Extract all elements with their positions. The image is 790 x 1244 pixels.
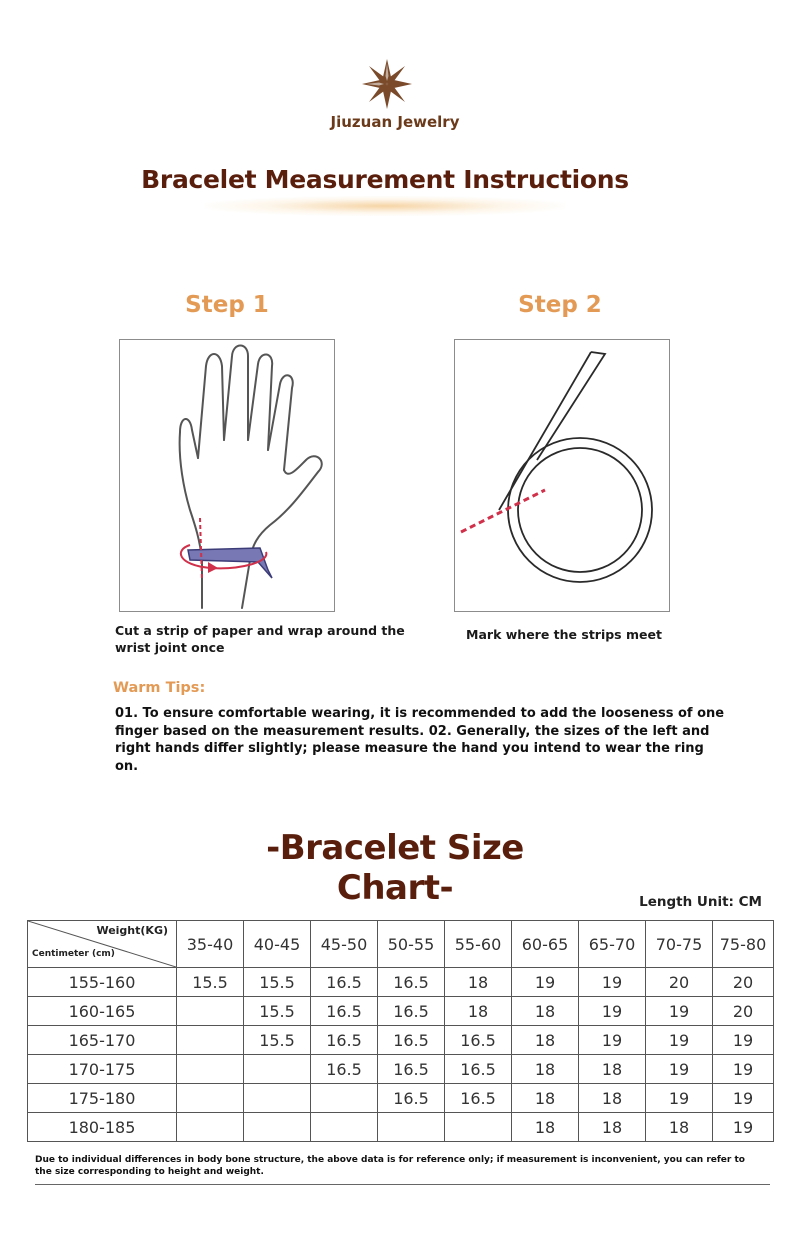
size-value-cell [445, 1113, 512, 1142]
height-range-cell: 180-185 [28, 1113, 177, 1142]
warm-tips-text: 01. To ensure comfortable wearing, it is recommended to add the looseness of one finger based on the measurement results. 02. Generally, the sizes of the left and right hands differ slightly; please measure the hand you intend to wear the ring on. [115, 706, 725, 774]
weight-column-header: 60-65 [512, 921, 579, 968]
weight-column-header: 70-75 [646, 921, 713, 968]
size-value-cell: 18 [445, 968, 512, 997]
step-2-title: Step 2 [518, 292, 602, 318]
size-value-cell: 18 [512, 1113, 579, 1142]
height-range-cell: 170-175 [28, 1055, 177, 1084]
table-body [28, 968, 774, 1142]
size-value-cell: 16.5 [311, 968, 378, 997]
size-value-cell [177, 1084, 244, 1113]
size-value-cell [244, 1055, 311, 1084]
instructions-title: Bracelet Measurement Instructions [141, 165, 629, 194]
size-value-cell: 18 [512, 1026, 579, 1055]
size-value-cell: 18 [579, 1084, 646, 1113]
size-value-cell: 19 [646, 997, 713, 1026]
size-value-cell: 19 [713, 1055, 774, 1084]
size-value-cell: 18 [646, 1113, 713, 1142]
weight-column-header: 40-45 [244, 921, 311, 968]
weight-column-header: 55-60 [445, 921, 512, 968]
size-value-cell: 20 [646, 968, 713, 997]
height-axis-label: Centimeter (cm) [32, 949, 115, 959]
hand-with-paper-strip-icon [120, 340, 334, 611]
table-row [28, 1084, 774, 1113]
step-1-caption: Cut a strip of paper and wrap around the wrist joint once [115, 623, 405, 655]
step-1-title: Step 1 [185, 292, 269, 318]
size-value-cell: 18 [579, 1055, 646, 1084]
size-value-cell: 19 [579, 997, 646, 1026]
size-value-cell: 16.5 [378, 1055, 445, 1084]
title-glow-decoration [205, 196, 565, 216]
size-value-cell: 18 [579, 1113, 646, 1142]
size-value-cell: 19 [713, 1026, 774, 1055]
height-range-cell: 175-180 [28, 1084, 177, 1113]
size-value-cell [311, 1084, 378, 1113]
size-value-cell: 16.5 [311, 1026, 378, 1055]
footnote: Due to individual differences in body bone structure, the above data is for reference only; if measurement is inconvenient, you can refer to the size corresponding to height and weight. [35, 1155, 745, 1177]
table-row [28, 1113, 774, 1142]
weight-axis-label: Weight(KG) [96, 924, 168, 937]
size-value-cell: 19 [646, 1055, 713, 1084]
size-value-cell: 19 [713, 1084, 774, 1113]
table-row [28, 997, 774, 1026]
size-chart-table [27, 920, 774, 1142]
size-value-cell: 16.5 [378, 997, 445, 1026]
size-value-cell: 20 [713, 997, 774, 1026]
size-value-cell: 18 [512, 1055, 579, 1084]
size-value-cell: 19 [713, 1113, 774, 1142]
size-value-cell: 16.5 [378, 1026, 445, 1055]
corner-header-cell [28, 921, 177, 968]
size-value-cell: 19 [579, 1026, 646, 1055]
diamond-star-logo-icon [360, 57, 414, 111]
warm-tips-title: Warm Tips: [113, 680, 206, 696]
height-range-cell: 155-160 [28, 968, 177, 997]
size-value-cell [378, 1113, 445, 1142]
size-chart-title: -Bracelet Size Chart- [266, 828, 524, 908]
weight-column-header: 65-70 [579, 921, 646, 968]
size-value-cell: 16.5 [378, 1084, 445, 1113]
table-row [28, 1055, 774, 1084]
size-value-cell: 16.5 [445, 1055, 512, 1084]
bottom-divider [35, 1184, 770, 1185]
size-value-cell: 16.5 [378, 968, 445, 997]
size-value-cell [244, 1084, 311, 1113]
size-value-cell [177, 1113, 244, 1142]
size-value-cell: 19 [646, 1084, 713, 1113]
step-2-panel [454, 339, 670, 612]
size-value-cell: 16.5 [311, 1055, 378, 1084]
size-value-cell [177, 1026, 244, 1055]
weight-column-header: 45-50 [311, 921, 378, 968]
size-value-cell: 18 [512, 1084, 579, 1113]
size-value-cell: 20 [713, 968, 774, 997]
paper-loop-marked-icon [455, 340, 669, 611]
table-row [28, 1026, 774, 1055]
size-value-cell: 15.5 [244, 968, 311, 997]
size-value-cell [244, 1113, 311, 1142]
size-value-cell [311, 1113, 378, 1142]
step-2-caption: Mark where the strips meet [466, 627, 662, 642]
weight-column-header: 75-80 [713, 921, 774, 968]
size-value-cell: 19 [512, 968, 579, 997]
size-value-cell: 15.5 [244, 1026, 311, 1055]
weight-column-header: 50-55 [378, 921, 445, 968]
step-1-panel [119, 339, 335, 612]
size-value-cell: 16.5 [311, 997, 378, 1026]
height-range-cell: 160-165 [28, 997, 177, 1026]
size-value-cell [177, 997, 244, 1026]
size-value-cell: 16.5 [445, 1026, 512, 1055]
size-value-cell: 19 [579, 968, 646, 997]
height-range-cell: 165-170 [28, 1026, 177, 1055]
length-unit-label: Length Unit: CM [639, 894, 762, 910]
size-value-cell: 16.5 [445, 1084, 512, 1113]
table-row [28, 968, 774, 997]
size-value-cell: 18 [512, 997, 579, 1026]
size-value-cell [177, 1055, 244, 1084]
weight-column-header: 35-40 [177, 921, 244, 968]
size-value-cell: 19 [646, 1026, 713, 1055]
size-value-cell: 18 [445, 997, 512, 1026]
brand-name: Jiuzuan Jewelry [330, 113, 460, 131]
table-header-row [28, 921, 774, 968]
size-value-cell: 15.5 [177, 968, 244, 997]
size-value-cell: 15.5 [244, 997, 311, 1026]
